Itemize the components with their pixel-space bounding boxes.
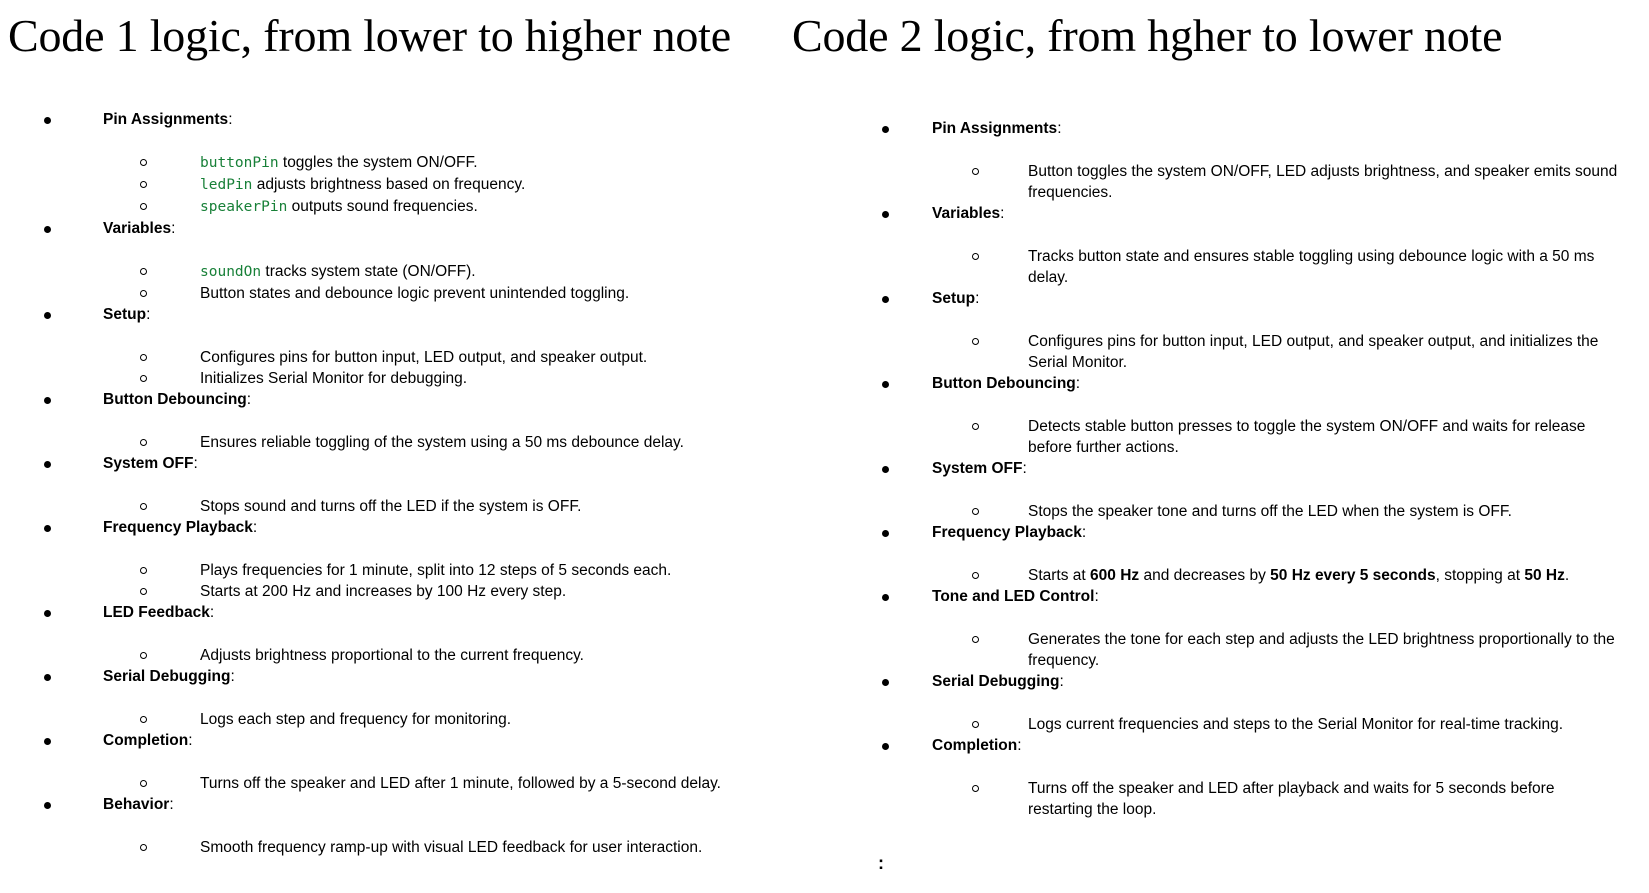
list-item (1028, 714, 1618, 735)
item-text: Button toggles the system ON/OFF, LED adjusts brightness, and speaker emits sound frequencies. (1028, 163, 1618, 201)
circle-bullet-icon (970, 246, 980, 267)
item-text: toggles the system ON/OFF. (278, 154, 478, 171)
circle-bullet-icon (970, 161, 980, 182)
section-items (0, 246, 1649, 288)
list-item (1028, 161, 1618, 203)
section-title-label: Setup (932, 290, 976, 307)
section-title-label: LED Feedback (103, 604, 210, 621)
section-title-label: Frequency Playback (103, 519, 253, 536)
section-title-label: Setup (103, 306, 147, 323)
section-title-label: Tone and LED Control (932, 588, 1095, 605)
item-text: Logs each step and frequency for monitoring. (200, 711, 512, 728)
bullet-icon (880, 458, 890, 480)
item-text: Stops the speaker tone and turns off the LED when the system is OFF. (1028, 503, 1512, 520)
section-items (0, 161, 1649, 203)
section-title: Pin Assignments: (103, 111, 233, 128)
bullet-icon (880, 735, 890, 757)
section-title: Variables: (103, 220, 176, 237)
list-item (1028, 246, 1618, 288)
circle-bullet-icon (970, 416, 980, 437)
item-text: Stops sound and turns off the LED if the system is OFF. (200, 498, 582, 515)
section-title: LED Feedback: (103, 604, 215, 621)
item-text: 50 Hz (1524, 567, 1565, 584)
section-title-label: Button Debouncing (103, 391, 247, 408)
code-identifier: buttonPin (200, 155, 279, 171)
list-item (1028, 416, 1618, 458)
section-setup (0, 288, 1649, 373)
section-title-label: Completion (932, 737, 1018, 754)
section-title-label: Pin Assignments (103, 111, 229, 128)
circle-bullet-icon (970, 629, 980, 650)
bullet-icon (880, 522, 890, 544)
bullet-icon (880, 373, 890, 395)
section-tone-and-led-control (0, 586, 1649, 671)
section-title-label: Button Debouncing (932, 375, 1076, 392)
section-title-label: System OFF (932, 460, 1023, 477)
section-title-label: Pin Assignments (932, 120, 1058, 137)
item-text: adjusts brightness based on frequency. (252, 176, 526, 193)
item-text: and decreases by (1139, 567, 1271, 584)
section-items (0, 629, 1649, 671)
item-text: Generates the tone for each step and adjusts the LED brightness proportionally to the frequency. (1028, 631, 1615, 669)
item-text: Turns off the speaker and LED after playback and waits for 5 seconds before restarting the loop. (1028, 780, 1555, 818)
section-title: Serial Debugging: (932, 673, 1064, 690)
trailing-colon: : (878, 853, 884, 873)
code-identifier: speakerPin (200, 199, 288, 215)
section-items (0, 565, 1649, 586)
section-title: Pin Assignments: (932, 120, 1062, 137)
section-title: Button Debouncing: (103, 391, 252, 408)
section-variables (0, 203, 1649, 288)
list-item (1028, 778, 1618, 820)
section-items (0, 837, 800, 858)
item-text: Starts at 200 Hz and increases by 100 Hz every step. (200, 583, 567, 600)
item-text: , stopping at (1435, 567, 1525, 584)
section-title: Frequency Playback: (932, 524, 1087, 541)
item-text: Adjusts brightness proportional to the current frequency. (200, 647, 584, 664)
item-text: . (1564, 567, 1570, 584)
circle-bullet-icon (970, 331, 980, 352)
section-title: System OFF: (932, 460, 1027, 477)
item-text: Plays frequencies for 1 minute, split into 12 steps of 5 seconds each. (200, 562, 672, 579)
item-text: Turns off the speaker and LED after 1 minute, followed by a 5-second delay. (200, 775, 721, 792)
section-title-label: Variables (103, 220, 172, 237)
section-items (0, 331, 1649, 373)
section-title: Setup: (932, 290, 980, 307)
item-text: Tracks button state and ensures stable toggling using debounce logic with a 50 ms delay. (1028, 248, 1595, 286)
code-identifier: ledPin (200, 177, 253, 193)
section-title-label: Variables (932, 205, 1001, 222)
section-title: Serial Debugging: (103, 668, 235, 685)
bullet-icon (880, 203, 890, 225)
item-text: Configures pins for button input, LED output, and speaker output, and initializes the Serial Monitor. (1028, 333, 1599, 371)
circle-bullet-icon (970, 714, 980, 735)
section-title: Button Debouncing: (932, 375, 1081, 392)
item-text: Smooth frequency ramp-up with visual LED feedback for user interaction. (200, 839, 703, 856)
bullet-icon (880, 288, 890, 310)
section-title-label: Serial Debugging (103, 668, 231, 685)
item-text: Logs current frequencies and steps to the Serial Monitor for real-time tracking. (1028, 716, 1564, 733)
list-item (200, 837, 800, 858)
section-title-label: Frequency Playback (932, 524, 1082, 541)
circle-bullet-icon (138, 837, 148, 858)
code-identifier: soundOn (200, 264, 262, 280)
right-heading: Code 2 logic, from hgher to lower note (792, 10, 1503, 61)
left-heading: Code 1 logic, from lower to higher note (8, 10, 731, 61)
section-title: Variables: (932, 205, 1005, 222)
circle-bullet-icon (970, 501, 980, 522)
bullet-icon (880, 671, 890, 693)
circle-bullet-icon (970, 565, 980, 586)
section-system-off (0, 458, 1649, 522)
item-text: 50 Hz every 5 seconds (1270, 567, 1436, 584)
section-title: Frequency Playback: (103, 519, 258, 536)
section-title-label: System OFF (103, 455, 194, 472)
section-items (0, 501, 1649, 522)
section-pin-assignments (0, 118, 1649, 203)
section-title-label: Completion (103, 732, 189, 749)
list-item (1028, 501, 1618, 522)
section-title: Behavior: (103, 796, 174, 813)
item-text: 600 Hz (1090, 567, 1140, 584)
item-text: Starts at (1028, 567, 1091, 584)
section-title-label: Serial Debugging (932, 673, 1060, 690)
code2-logic-list (0, 118, 1649, 820)
bullet-icon (880, 118, 890, 140)
section-items (0, 778, 1649, 820)
section-items (0, 416, 1649, 458)
section-title: System OFF: (103, 455, 198, 472)
section-title: Completion: (932, 737, 1022, 754)
item-text: Detects stable button presses to toggle the system ON/OFF and waits for release before further actions. (1028, 418, 1586, 456)
section-title: Setup: (103, 306, 151, 323)
list-item (1028, 629, 1618, 671)
section-items (0, 714, 1649, 735)
section-title-label: Behavior (103, 796, 170, 813)
section-button-debouncing (0, 373, 1649, 458)
item-text: Initializes Serial Monitor for debugging. (200, 370, 468, 387)
section-title: Completion: (103, 732, 193, 749)
item-text: Configures pins for button input, LED output, and speaker output. (200, 349, 648, 366)
list-item (1028, 331, 1618, 373)
item-text: Ensures reliable toggling of the system using a 50 ms debounce delay. (200, 434, 684, 451)
section-serial-debugging (0, 671, 1649, 735)
section-title: Tone and LED Control: (932, 588, 1099, 605)
list-item (1028, 565, 1618, 586)
circle-bullet-icon (970, 778, 980, 799)
item-text: outputs sound frequencies. (287, 198, 478, 215)
item-text: Button states and debounce logic prevent unintended toggling. (200, 285, 630, 302)
bullet-icon (880, 586, 890, 608)
section-frequency-playback (0, 522, 1649, 586)
section-completion (0, 735, 1649, 820)
item-text: tracks system state (ON/OFF). (261, 263, 476, 280)
